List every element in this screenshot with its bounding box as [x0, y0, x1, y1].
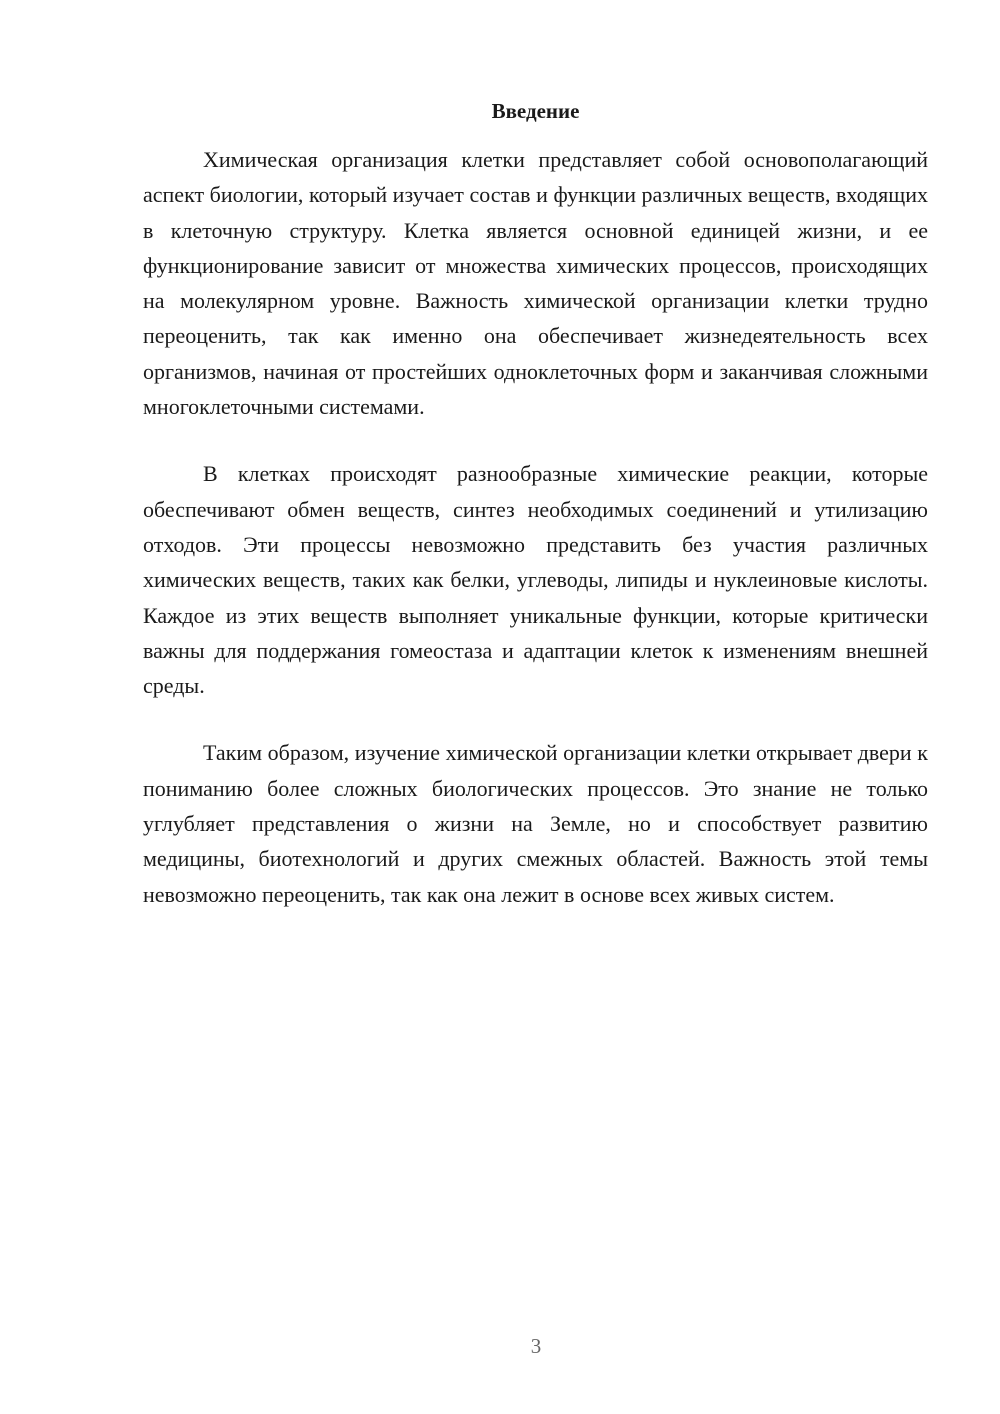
paragraph-1: Химическая организация клетки представляет собой основополагающий аспект биологии, который изучает состав и функции различных веществ, входящих в клеточную структуру. Клетка является основной единицей жизни, и ее функционирование зависит от множества химических процессов, происходящих на молекулярном уровне. Важность химической организации клетки трудно переоценить, так как именно она обеспечивает жизнедеятельность всех организмов, начиная от простейших одноклеточных форм и заканчивая сложными многоклеточными системами.	[143, 147, 928, 420]
section-title: Введение	[491, 99, 580, 123]
paragraph-2: В клетках происходят разнообразные химические реакции, которые обеспечивают обмен веществ, синтез необходимых соединений и утилизацию отходов. Эти процессы невозможно представить без участия различных химических веществ, таких как белки, углеводы, липиды и нуклеиновые кислоты. Каждое из этих веществ выполняет уникальные функции, которые критически важны для поддержания гомеостаза и адаптации клеток к изменениям внешней среды.	[143, 461, 928, 699]
page-number: 3	[530, 1334, 542, 1358]
body-text	[143, 142, 928, 912]
paragraph-3: Таким образом, изучение химической организации клетки открывает двери к пониманию более сложных биологических процессов. Это знание не только углубляет представления о жизни на Земле, но и способствует развитию медицины, биотехнологий и других смежных областей. Важность этой темы невозможно переоценить, так как она лежит в основе всех живых систем.	[143, 740, 928, 907]
